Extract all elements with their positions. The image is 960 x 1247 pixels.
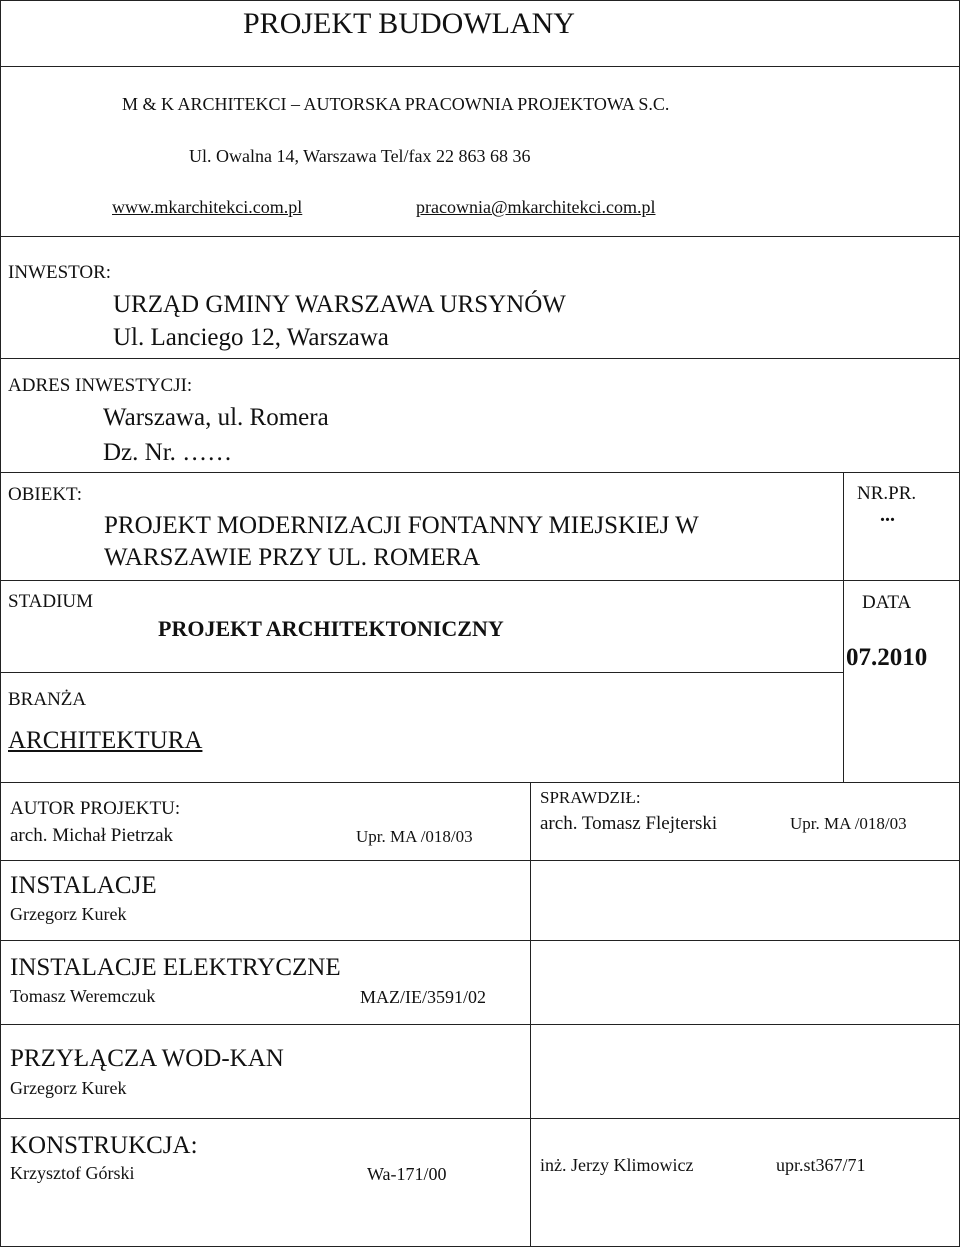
- electrical-label: INSTALACJE ELEKTRYCZNE: [10, 954, 341, 981]
- construction-license: Wa-171/00: [367, 1164, 447, 1184]
- branch-value: ARCHITEKTURA: [8, 727, 203, 754]
- checked-name: arch. Tomasz Flejterski: [540, 813, 718, 834]
- checked-license: Upr. MA /018/03: [790, 814, 907, 833]
- checked-label: SPRAWDZIŁ:: [540, 788, 641, 807]
- side-divider: [843, 580, 960, 581]
- installations-label: INSTALACJE: [10, 872, 157, 899]
- construction-checker-license: upr.st367/71: [776, 1155, 866, 1175]
- firm-address: Ul. Owalna 14, Warszawa Tel/fax 22 863 68 36: [189, 146, 531, 166]
- stage-label: STADIUM: [8, 591, 94, 612]
- investor-address: Ul. Lanciego 12, Warszawa: [113, 324, 389, 351]
- branch-divider: [0, 782, 960, 783]
- electrical-license: MAZ/IE/3591/02: [360, 987, 486, 1007]
- investor-name: URZĄD GMINY WARSZAWA URSYNÓW: [113, 291, 566, 318]
- investor-divider: [0, 358, 960, 359]
- firm-name: M & K ARCHITEKCI – AUTORSKA PRACOWNIA PROJEKTOWA S.C.: [122, 94, 670, 114]
- installations-divider: [0, 940, 960, 941]
- author-name: arch. Michał Pietrzak: [10, 825, 174, 846]
- investment-address-line2: Dz. Nr. ……: [103, 439, 233, 466]
- firm-email[interactable]: pracownia@mkarchitekci.com.pl: [416, 197, 656, 217]
- construction-label: KONSTRUKCJA:: [10, 1132, 198, 1159]
- branch-label: BRANŻA: [8, 689, 87, 710]
- author-divider: [0, 860, 960, 861]
- author-license: Upr. MA /018/03: [356, 827, 473, 846]
- electrical-divider: [0, 1024, 960, 1025]
- firm-divider: [0, 236, 960, 237]
- author-label: AUTOR PROJEKTU:: [10, 798, 181, 819]
- electrical-name: Tomasz Weremczuk: [10, 986, 156, 1006]
- construction-name: Krzysztof Górski: [10, 1163, 135, 1183]
- date-value: 07.2010: [846, 644, 928, 671]
- investment-divider: [0, 472, 960, 473]
- stage-value: PROJEKT ARCHITEKTONICZNY: [158, 616, 504, 641]
- date-label: DATA: [862, 592, 912, 613]
- object-label: OBIEKT:: [8, 484, 82, 505]
- water-name: Grzegorz Kurek: [10, 1078, 127, 1098]
- water-label: PRZYŁĄCZA WOD-KAN: [10, 1045, 284, 1072]
- stage-divider: [0, 672, 843, 673]
- side-column-border: [843, 472, 844, 782]
- nr-pr-label: NR.PR.: [857, 483, 917, 504]
- construction-checker: inż. Jerzy Klimowicz: [540, 1155, 694, 1175]
- investment-address-line1: Warszawa, ul. Romera: [103, 404, 329, 431]
- object-line1: PROJEKT MODERNIZACJI FONTANNY MIEJSKIEJ W: [104, 512, 699, 539]
- object-divider: [0, 580, 843, 581]
- installations-name: Grzegorz Kurek: [10, 904, 127, 924]
- signature-column-border: [530, 782, 531, 1247]
- nr-pr-value: ...: [880, 504, 895, 526]
- object-line2: WARSZAWIE PRZY UL. ROMERA: [104, 544, 481, 571]
- water-divider: [0, 1118, 960, 1119]
- investor-label: INWESTOR:: [8, 262, 112, 283]
- investment-address-label: ADRES INWESTYCJI:: [8, 375, 193, 396]
- firm-website[interactable]: www.mkarchitekci.com.pl: [112, 197, 303, 217]
- page-title: PROJEKT BUDOWLANY: [243, 7, 575, 40]
